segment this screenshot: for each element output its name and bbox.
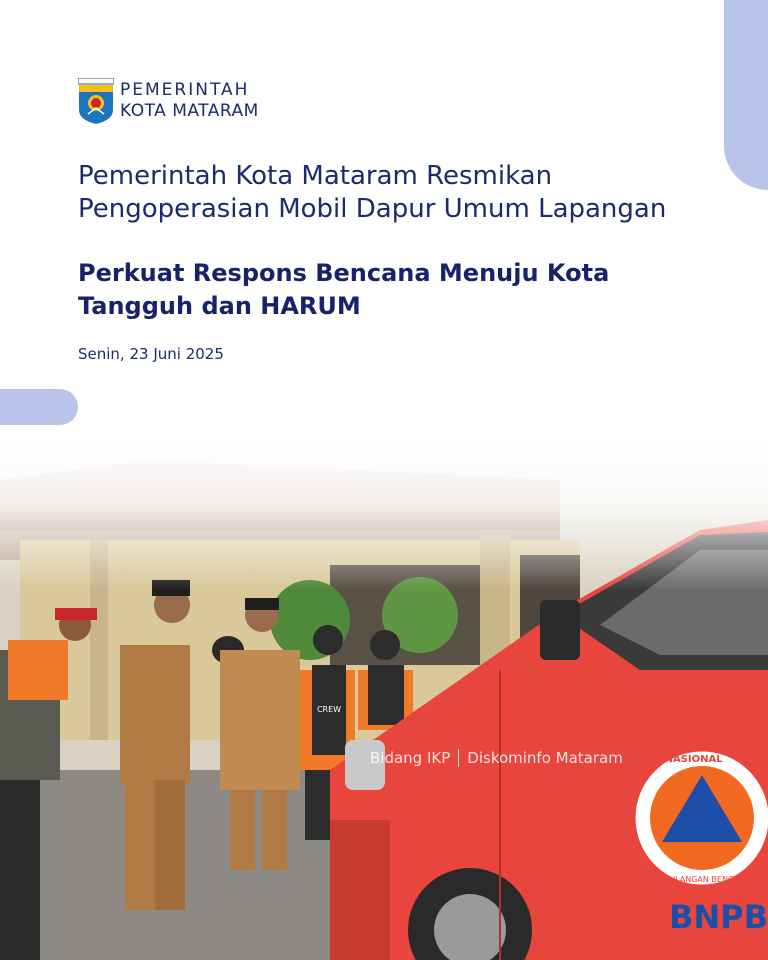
post-date: Senin, 23 Juni 2025 — [78, 345, 224, 363]
vest-label: CREW — [316, 705, 342, 714]
decor-shape-top-right — [724, 0, 768, 190]
watermark-right: Diskominfo Mataram — [467, 749, 623, 767]
bnpb-emblem — [634, 750, 768, 886]
brand-name — [120, 80, 259, 122]
vehicle-bnpb-text: BNPB — [668, 898, 768, 936]
kota-mataram-logo — [78, 78, 114, 124]
emblem-bottom-text: PENANGGULANGAN BENCANA — [629, 875, 751, 884]
headline-subtitle: Perkuat Respons Bencana Menuju Kota Tangguh dan HARUM — [78, 259, 610, 320]
photo-watermark — [370, 746, 670, 770]
emblem-top-text: BADAN NASIONAL — [621, 754, 723, 765]
photo-top-fade — [0, 440, 768, 590]
brand-line-1: PEMERINTAH — [120, 80, 250, 100]
headline-main: Pemerintah Kota Mataram Resmikan Pengoperasian Mobil Dapur Umum Lapangan — [78, 161, 667, 224]
watermark-left: Bidang IKP — [370, 749, 451, 767]
decor-shape-left — [0, 389, 78, 425]
watermark-divider — [458, 749, 459, 767]
brand-line-2: KOTA MATARAM — [120, 101, 259, 121]
